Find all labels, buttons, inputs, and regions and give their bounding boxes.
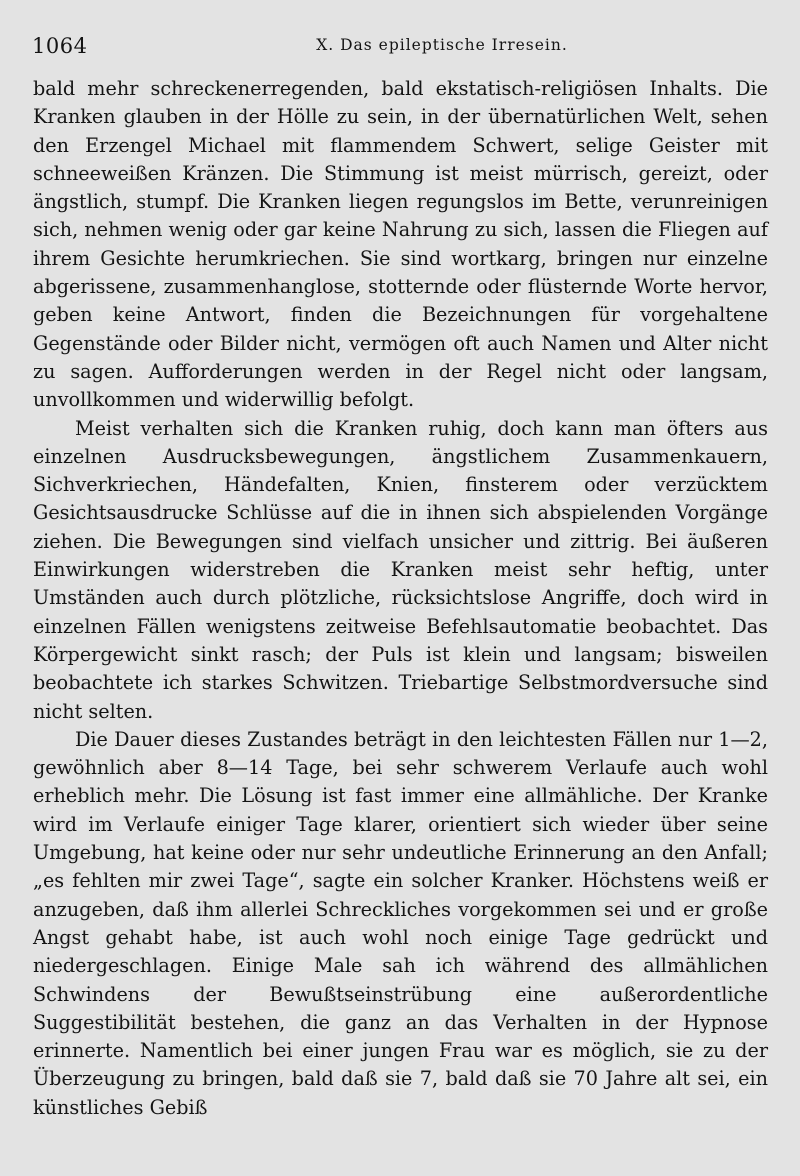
page-number: 1064: [32, 34, 88, 58]
body-text: [33, 75, 768, 1122]
running-head: X. Das epileptische Irresein.: [316, 36, 568, 54]
paragraph-2: Meist verhalten sich die Kranken ruhig, doch kann man öfters aus einzelnen Ausdrucksbewegungen, ängstlichem Zusammenkauern, Sichverkriechen, Händefalten, Knien, finsterem oder verzücktem Gesichtsausdrucke Schlüsse auf die in ihnen sich abspielenden Vorgänge ziehen. Die Bewegungen sind vielfach unsicher und zittrig. Bei äußeren Einwirkungen widerstreben die Kranken meist sehr heftig, unter Umständen auch durch plötzliche, rücksichtslose Angriffe, doch wird in einzelnen Fällen wenigstens zeitweise Befehlsautomatie beobachtet. Das Körpergewicht sinkt rasch; der Puls ist klein und langsam; bisweilen beobachtete ich starkes Schwitzen. Triebartige Selbstmordversuche sind nicht selten.: [33, 416, 768, 723]
page-header: [32, 30, 772, 60]
paragraph-1: bald mehr schreckenerregenden, bald ekstatisch-religiösen Inhalts. Die Kranken glauben in der Hölle zu sein, in der übernatürlichen Welt, sehen den Erzengel Michael mit flammendem Schwert, selige Geister mit schneeweißen Kränzen. Die Stimmung ist meist mürrisch, gereizt, oder ängstlich, stumpf. Die Kranken liegen regungslos im Bette, verunreinigen sich, nehmen wenig oder gar keine Nahrung zu sich, lassen die Fliegen auf ihrem Gesichte herumkriechen. Sie sind wortkarg, bringen nur einzelne abgerissene, zusammenhanglose, stotternde oder flüsternde Worte hervor, geben keine Antwort, finden die Bezeichnungen für vorgehaltene Gegenstände oder Bilder nicht, vermögen oft auch Namen und Alter nicht zu sagen. Aufforderungen werden in der Regel nicht oder langsam, unvollkommen und widerwillig befolgt.: [33, 77, 768, 412]
paragraph-3: Die Dauer dieses Zustandes beträgt in den leichtesten Fällen nur 1—2, gewöhnlich aber 8—14 Tage, bei sehr schwerem Verlaufe auch wohl erheblich mehr. Die Lösung ist fast immer eine allmähliche. Der Kranke wird im Verlaufe einiger Tage klarer, orientiert sich wieder über seine Umgebung, hat keine oder nur sehr undeutliche Erinnerung an den Anfall; „es fehlten mir zwei Tage“, sagte ein solcher Kranker. Höchstens weiß er anzugeben, daß ihm allerlei Schreckliches vorgekommen sei und er große Angst gehabt habe, ist auch wohl noch einige Tage gedrückt und niedergeschlagen. Einige Male sah ich während des allmählichen Schwindens der Bewußtseinstrübung eine außerordentliche Suggestibilität bestehen, die ganz an das Verhalten in der Hypnose erinnerte. Namentlich bei einer jungen Frau war es möglich, sie zu der Überzeugung zu bringen, bald daß sie 7, bald daß sie 70 Jahre alt sei, ein künstliches Gebiß: [33, 727, 768, 1119]
